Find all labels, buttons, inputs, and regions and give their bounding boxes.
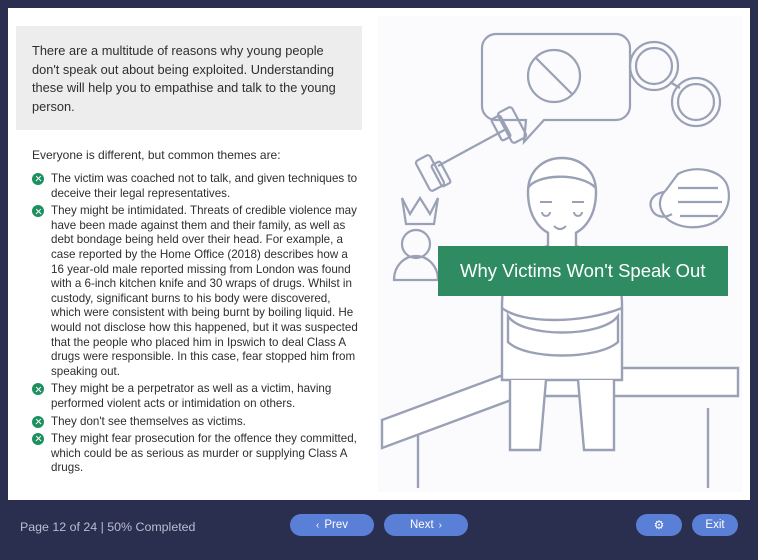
bullet-list (32, 172, 360, 476)
list-item-text: They might be intimidated. Threats of credible violence may have been made against them and their family, as well as debt bondage being held over their head. For example, a case reported by the Home Office (2018) describes how a 16 year-old male reported missing from London was found with a 6-inch kitchen knife and 30 wraps of drugs. Whilst in custody, significant burns to his body were discovered, which were consistent with being burnt by boiling liquid. He would not disclose how this happened, but it was suspected that the people who placed him in Ipswich to deal Class A drugs were responsible. In this case, fear stopped him from speaking out. (51, 204, 358, 378)
gear-icon: ⚙ (653, 518, 665, 532)
chevron-left-icon: ‹ (316, 519, 320, 531)
progress-status: Page 12 of 24 | 50% Completed (20, 520, 196, 534)
cross-circle-icon (32, 433, 44, 445)
intro-text: There are a multitude of reasons why young people don't speak out about being exploited. Understanding these will help you to empathise and talk to the young person. (32, 43, 336, 114)
list-item-text: The victim was coached not to talk, and given techniques to deceive their legal representatives. (51, 172, 358, 200)
cross-circle-icon (32, 205, 44, 217)
slide-text-column (16, 26, 368, 491)
exit-button-label: Exit (705, 519, 725, 531)
list-item-text: They might be a perpetrator as well as a victim, having performed violent acts or intimidation on others. (51, 382, 332, 410)
exit-button[interactable] (692, 514, 738, 536)
list-item (32, 382, 360, 411)
next-button-label: Next (410, 519, 434, 531)
list-item (32, 172, 360, 201)
chevron-right-icon: › (438, 519, 442, 531)
navigation-controls (290, 514, 468, 536)
prev-button[interactable] (290, 514, 374, 536)
list-item-text: They might fear prosecution for the offence they committed, which could be as serious as murder or supplying Class A drugs. (51, 432, 357, 475)
list-item (32, 432, 360, 476)
next-button[interactable] (384, 514, 468, 536)
cross-circle-icon (32, 383, 44, 395)
slide-canvas (8, 8, 750, 500)
slide-illustration (378, 16, 742, 492)
cross-circle-icon (32, 416, 44, 428)
player-footer (0, 502, 758, 560)
list-item (32, 415, 360, 430)
slide-caption: Why Victims Won't Speak Out (438, 246, 728, 296)
intro-callout (16, 26, 362, 130)
cross-circle-icon (32, 173, 44, 185)
prev-button-label: Prev (324, 519, 348, 531)
settings-button[interactable] (636, 514, 682, 536)
lead-text: Everyone is different, but common themes are: (32, 148, 281, 162)
list-item-text: They don't see themselves as victims. (51, 414, 246, 428)
footer-actions (636, 514, 738, 536)
list-item (32, 204, 360, 379)
